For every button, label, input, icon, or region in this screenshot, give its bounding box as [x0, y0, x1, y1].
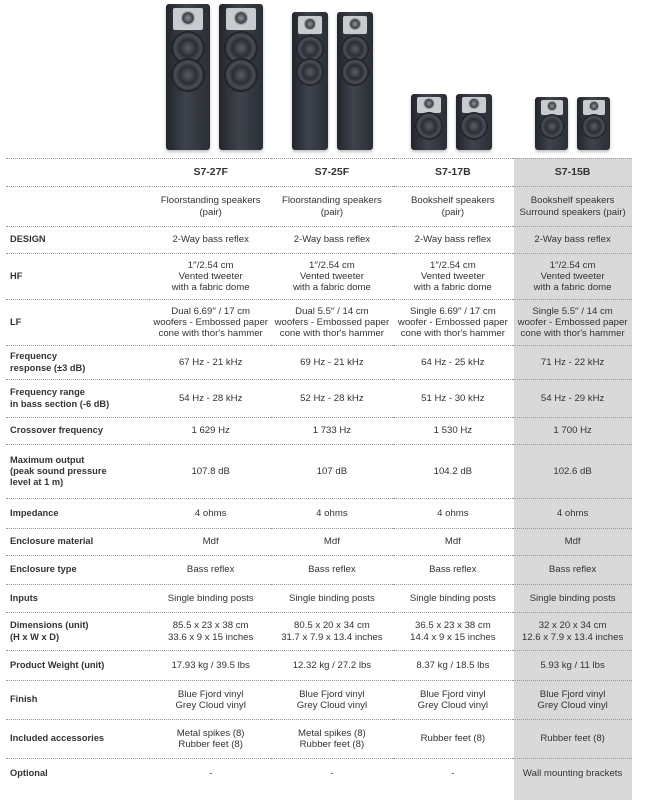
spec-label: Frequency response (±3 dB)	[6, 346, 150, 380]
spec-value: 2-Way bass reflex	[271, 227, 392, 254]
model-name: S7-25F	[271, 159, 392, 187]
spec-value: -	[393, 759, 514, 788]
spec-value: 69 Hz - 21 kHz	[271, 346, 392, 380]
spec-row	[6, 759, 632, 788]
spec-value: 2-Way bass reflex	[513, 227, 632, 254]
spec-value: Single binding posts	[150, 585, 271, 613]
spec-value: Bass reflex	[513, 556, 632, 585]
spec-label: Optional	[6, 759, 150, 788]
spec-value: Single 5.5′′ / 14 cm woofer - Embossed paper cone with thor's hammer	[513, 300, 632, 346]
spec-value: Mdf	[271, 529, 392, 556]
spec-label: Enclosure material	[6, 529, 150, 556]
spec-value: -	[271, 759, 392, 788]
spec-value: Mdf	[393, 529, 514, 556]
spec-row	[6, 380, 632, 418]
spec-value: Dual 5.5′′ / 14 cm woofers - Embossed paper cone with thor's hammer	[271, 300, 392, 346]
spec-value: 107 dB	[271, 445, 392, 499]
spec-value: 12.32 kg / 27.2 lbs	[271, 651, 392, 681]
spec-value: 80.5 x 20 x 34 cm 31.7 x 7.9 x 13.4 inches	[271, 613, 392, 651]
model-name: S7-17B	[393, 159, 514, 187]
model-name: S7-15B	[513, 159, 632, 187]
header-label-cell	[6, 159, 150, 187]
speaker-type-cell: Floorstanding speakers (pair)	[271, 187, 392, 227]
spec-table	[6, 158, 632, 788]
spec-label: Dimensions (unit) (H x W x D)	[6, 613, 150, 651]
spec-value: Rubber feet (8)	[393, 720, 514, 759]
spec-value: Blue Fjord vinyl Grey Cloud vinyl	[150, 681, 271, 720]
speaker-image-s7-17b	[411, 94, 492, 150]
spec-value: 54 Hz - 29 kHz	[513, 380, 632, 418]
spec-value: Metal spikes (8) Rubber feet (8)	[271, 720, 392, 759]
spec-row	[6, 720, 632, 759]
spec-value: Bass reflex	[393, 556, 514, 585]
spec-value: 1′′/2.54 cm Vented tweeter with a fabric dome	[393, 254, 514, 300]
speaker-type-cell: Bookshelf speakers Surround speakers (pair)	[513, 187, 632, 227]
spec-value: 1 530 Hz	[393, 418, 514, 445]
spec-label: Frequency range in bass section (-6 dB)	[6, 380, 150, 418]
spec-value: Bass reflex	[150, 556, 271, 585]
spec-value: 64 Hz - 25 kHz	[393, 346, 514, 380]
spec-value: Mdf	[150, 529, 271, 556]
spec-value: Single binding posts	[513, 585, 632, 613]
spec-value: 2-Way bass reflex	[150, 227, 271, 254]
spec-value: Single 6.69′′ / 17 cm woofer - Embossed paper cone with thor's hammer	[393, 300, 514, 346]
spec-value: -	[150, 759, 271, 788]
spec-rows	[6, 227, 632, 788]
spec-value: 4 ohms	[150, 499, 271, 529]
speaker-images	[0, 0, 650, 158]
spec-value: 104.2 dB	[393, 445, 514, 499]
spec-value: Single binding posts	[271, 585, 392, 613]
spec-value: 54 Hz - 28 kHz	[150, 380, 271, 418]
spec-value: Blue Fjord vinyl Grey Cloud vinyl	[513, 681, 632, 720]
spec-label: Finish	[6, 681, 150, 720]
spec-label: Enclosure type	[6, 556, 150, 585]
spec-row	[6, 254, 632, 300]
spec-value: Blue Fjord vinyl Grey Cloud vinyl	[393, 681, 514, 720]
spec-label: Inputs	[6, 585, 150, 613]
spec-value: 1′′/2.54 cm Vented tweeter with a fabric dome	[150, 254, 271, 300]
spec-value: 71 Hz - 22 kHz	[513, 346, 632, 380]
spec-label: Impedance	[6, 499, 150, 529]
model-name: S7-27F	[150, 159, 271, 187]
spec-value: Mdf	[513, 529, 632, 556]
spec-row	[6, 418, 632, 445]
spec-row	[6, 529, 632, 556]
spec-value: 1′′/2.54 cm Vented tweeter with a fabric dome	[271, 254, 392, 300]
spec-value: 4 ohms	[513, 499, 632, 529]
speaker-type-cell: Bookshelf speakers (pair)	[393, 187, 514, 227]
spec-value: 2-Way bass reflex	[393, 227, 514, 254]
spec-value: 4 ohms	[271, 499, 392, 529]
spec-value: 107.8 dB	[150, 445, 271, 499]
spec-value: 51 Hz - 30 kHz	[393, 380, 514, 418]
spec-label: HF	[6, 254, 150, 300]
spec-row	[6, 651, 632, 681]
spec-value: 1′′/2.54 cm Vented tweeter with a fabric dome	[513, 254, 632, 300]
spec-label: Included accessories	[6, 720, 150, 759]
spec-value: 85.5 x 23 x 38 cm 33.6 x 9 x 15 inches	[150, 613, 271, 651]
type-label-cell	[6, 187, 150, 227]
spec-value: Metal spikes (8) Rubber feet (8)	[150, 720, 271, 759]
spec-row	[6, 300, 632, 346]
spec-value: 52 Hz - 28 kHz	[271, 380, 392, 418]
spec-value: Single binding posts	[393, 585, 514, 613]
spec-row	[6, 681, 632, 720]
spec-row	[6, 445, 632, 499]
spec-value: 36.5 x 23 x 38 cm 14.4 x 9 x 15 inches	[393, 613, 514, 651]
spec-label: Product Weight (unit)	[6, 651, 150, 681]
spec-label: DESIGN	[6, 227, 150, 254]
spec-value: Dual 6.69′′ / 17 cm woofers - Embossed paper cone with thor's hammer	[150, 300, 271, 346]
speaker-type-row	[6, 187, 632, 227]
speaker-image-s7-15b	[535, 97, 610, 150]
spec-row	[6, 346, 632, 380]
spec-row	[6, 499, 632, 529]
spec-value: 1 629 Hz	[150, 418, 271, 445]
spec-value: Bass reflex	[271, 556, 392, 585]
spec-value: 67 Hz - 21 kHz	[150, 346, 271, 380]
spec-value: 1 733 Hz	[271, 418, 392, 445]
spec-value: 5.93 kg / 11 lbs	[513, 651, 632, 681]
speaker-image-s7-27f	[166, 4, 263, 150]
spec-row	[6, 227, 632, 254]
spec-value: Blue Fjord vinyl Grey Cloud vinyl	[271, 681, 392, 720]
spec-label: Crossover frequency	[6, 418, 150, 445]
spec-value: 32 x 20 x 34 cm 12.6 x 7.9 x 13.4 inches	[513, 613, 632, 651]
spec-value: 8.37 kg / 18.5 lbs	[393, 651, 514, 681]
speaker-image-s7-25f	[292, 12, 373, 150]
spec-row	[6, 585, 632, 613]
spec-label: LF	[6, 300, 150, 346]
spec-value: 1 700 Hz	[513, 418, 632, 445]
speaker-type-cell: Floorstanding speakers (pair)	[150, 187, 271, 227]
spec-row	[6, 613, 632, 651]
spec-label: Maximum output (peak sound pressure level at 1 m)	[6, 445, 150, 499]
spec-value: Rubber feet (8)	[513, 720, 632, 759]
model-header-row	[6, 159, 632, 187]
spec-value: 102.6 dB	[513, 445, 632, 499]
spec-value: 4 ohms	[393, 499, 514, 529]
spec-row	[6, 556, 632, 585]
spec-value: Wall mounting brackets	[513, 759, 632, 788]
spec-value: 17.93 kg / 39.5 lbs	[150, 651, 271, 681]
